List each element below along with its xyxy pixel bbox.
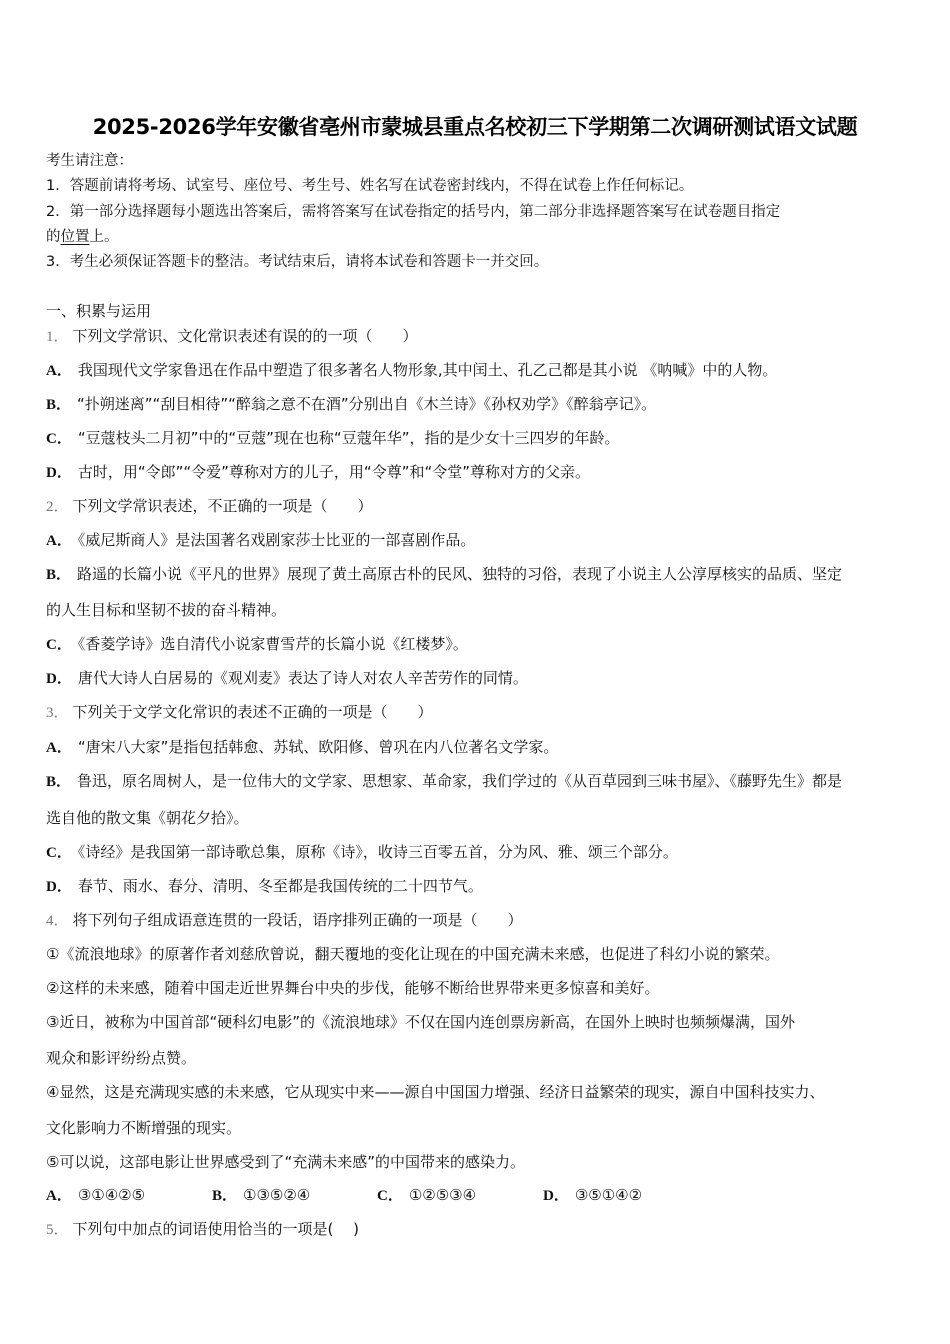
q1-option-c (46, 428, 619, 449)
question-text: 下列句中加点的词语使用恰当的一项是( ) (72, 1220, 359, 1238)
option-letter: C． (46, 431, 72, 447)
question-number: 4． (46, 913, 69, 929)
option-letter: B． (46, 567, 72, 583)
q4-sentence-1: ①《流浪地球》的原著作者刘慈欣曾说，翻天覆地的变化让现在的中国充满未来感，也促进了科幻小说的繁荣。 (46, 945, 780, 963)
question-number: 2． (46, 499, 69, 515)
question-1-stem (46, 326, 418, 347)
q4-sentence-4-cont: 文化影响力不断增强的现实。 (46, 1119, 242, 1137)
option-text: “豆蔻枝头二月初”中的“豆蔻”现在也称“豆蔻年华”，指的是少女十三四岁的年龄。 (77, 429, 620, 447)
q4-sentence-5: ⑤可以说，这部电影让世界感受到了“充满未来感”的中国带来的感染力。 (46, 1153, 525, 1171)
option-letter: A． (46, 363, 72, 379)
notice-item-1: 1．答题前请将考场、试室号、座位号、考生号、姓名写在试卷密封线内，不得在试卷上作任何标记。 (46, 178, 694, 194)
q4-sentence-4: ④显然，这是充满现实感的未来感，它从现实中来——源自中国国力增强、经济日益繁荣的现实，源自中国科技实力、 (46, 1083, 825, 1101)
question-number: 3． (46, 705, 69, 721)
page-title: 2025-2026学年安徽省亳州市蒙城县重点名校初三下学期第二次调研测试语文试题 (92, 115, 858, 139)
q4-choice-d (543, 1185, 642, 1206)
question-3-stem (46, 702, 433, 723)
q1-option-d (46, 462, 590, 483)
option-text: ③⑤①④② (574, 1186, 643, 1204)
option-text: 唐代大诗人白居易的《观刈麦》表达了诗人对农人辛苦劳作的同情。 (77, 669, 528, 687)
option-text: 《诗经》是我国第一部诗歌总集，原称《诗》，收诗三百零五首，分为风、雅、颂三个部分。 (77, 843, 678, 861)
option-letter: B． (46, 774, 72, 790)
option-text: ①③⑤②④ (243, 1186, 311, 1204)
option-letter: B． (46, 397, 72, 413)
question-4-stem (46, 910, 523, 931)
option-letter: D． (46, 879, 72, 895)
option-letter: D． (543, 1188, 569, 1204)
q4-choice-b (212, 1185, 310, 1206)
option-text: 古时，用“令郎”“令爱”尊称对方的儿子，用“令尊”和“令堂”尊称对方的父亲。 (77, 463, 591, 481)
notice-item-2-cont (46, 227, 119, 247)
q4-choice-a (46, 1185, 145, 1206)
option-letter: A． (46, 533, 72, 549)
option-text: ③①④②⑤ (77, 1186, 146, 1204)
q4-choice-c (377, 1185, 476, 1206)
notice-text: 的 (46, 229, 61, 245)
q3-option-c (46, 842, 678, 863)
option-letter: A． (46, 740, 72, 756)
question-text: 下列文学常识、文化常识表述有误的的一项（ ） (72, 327, 418, 345)
section-heading: 一、积累与运用 (46, 302, 152, 320)
notice-item-3: 3．考生必须保证答题卡的整洁。考试结束后，请将本试卷和答题卡一并交回。 (46, 254, 549, 270)
notice-text: 上。 (89, 229, 119, 245)
question-number: 5． (46, 1222, 69, 1238)
q4-sentence-3: ③近日，被称为中国首部“硬科幻电影”的《流浪地球》不仅在国内连创票房新高，在国外上映时也频频爆满，国外 (46, 1013, 795, 1031)
option-letter: D． (46, 671, 72, 687)
q3-option-d (46, 876, 483, 897)
underlined-text: 位置 (60, 229, 90, 245)
q2-option-c (46, 634, 468, 655)
option-letter: C． (46, 845, 72, 861)
q3-option-b-cont: 选自他的散文集《朝花夕拾》。 (46, 809, 249, 827)
option-text: “唐宋八大家”是指包括韩愈、苏轼、欧阳修、曾巩在内八位著名文学家。 (77, 738, 559, 756)
notice-item-2: 2．第一部分选择题每小题选出答案后，需将答案写在试卷指定的括号内，第二部分非选择题答案写在试卷题目指定 (46, 204, 781, 220)
q3-option-b (46, 771, 842, 792)
option-letter: C． (377, 1188, 403, 1204)
q1-option-b (46, 394, 656, 415)
q2-option-b-cont: 的人生目标和坚韧不拔的奋斗精神。 (46, 601, 287, 619)
option-letter: C． (46, 637, 72, 653)
notice-heading: 考生请注意： (46, 153, 133, 169)
q4-sentence-2: ②这样的未来感，随着中国走近世界舞台中央的步伐，能够不断给世界带来更多惊喜和美好。 (46, 979, 660, 997)
option-letter: B． (212, 1188, 238, 1204)
option-text: “扑朔迷离”“刮目相待”“醉翁之意不在酒”分别出自《木兰诗》《孙权劝学》《醉翁亭记》。 (77, 395, 657, 413)
option-letter: A． (46, 1188, 72, 1204)
q2-option-b (46, 564, 842, 585)
q2-option-d (46, 668, 528, 689)
q3-option-a (46, 737, 558, 758)
option-text: 春节、雨水、春分、清明、冬至都是我国传统的二十四节气。 (77, 877, 483, 895)
question-text: 下列关于文学文化常识的表述不正确的一项是（ ） (72, 703, 433, 721)
question-5-stem (46, 1219, 359, 1240)
question-text: 将下列句子组成语意连贯的一段话，语序排列正确的一项是（ ） (72, 911, 523, 929)
option-text: 鲁迅，原名周树人，是一位伟大的文学家、思想家、革命家，我们学过的《从百草园到三味书屋》、《藤野先生》都是 (77, 772, 843, 790)
option-text: 我国现代文学家鲁迅在作品中塑造了很多著名人物形象,其中闰土、孔乙己都是其小说 《呐喊》中的人物。 (77, 361, 778, 379)
q2-option-a (46, 530, 475, 551)
q4-sentence-3-cont: 观众和影评纷纷点赞。 (46, 1049, 197, 1067)
question-text: 下列文学常识表述，不正确的一项是（ ） (72, 497, 373, 515)
option-text: 《香菱学诗》选自清代小说家曹雪芹的长篇小说《红楼梦》。 (77, 635, 468, 653)
option-text: 路遥的长篇小说《平凡的世界》展现了黄土高原古朴的民风、独特的习俗，表现了小说主人公淳厚核实的品质、坚定 (77, 565, 843, 583)
q1-option-a (46, 360, 777, 381)
question-2-stem (46, 496, 373, 517)
question-number: 1． (46, 329, 69, 345)
option-text: ①②⑤③④ (408, 1186, 477, 1204)
option-text: 《威尼斯商人》是法国著名戏剧家莎士比亚的一部喜剧作品。 (77, 531, 476, 549)
option-letter: D． (46, 465, 72, 481)
